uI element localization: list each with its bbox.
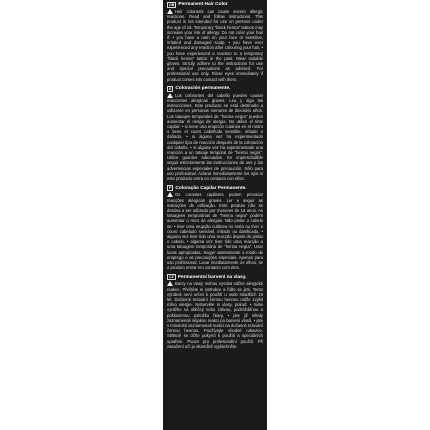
language-code-badge: E [169,86,172,91]
section-body [167,9,263,82]
section-p [167,185,263,270]
section-body [167,93,263,181]
language-code-badge: GB [169,3,175,7]
section-text: Los colorantes del cabello pueden causar reacciones alérgicas graves. Lea y siga las instrucciones. Este producto no está destinado a utilizarse en personas menores de dieciséis años. Los tatuajes temporales de "henna negra" pueden aumentar el riesgo de alergia. No utilice el tinte capilar: • si tiene una erupción cutánea en el rostro o tiene el cuero cabelludo sensible, irritado o dañado, • si alguna vez ha experimentado cualquier tipo de reacción después de la coloración del cabello, • si alguna vez ha experimentado una reacción a un tatuaje temporal de "henna negra". Utilice guantes adecuados. En imprescindible seguir estrictamente las instrucciones de uso y las advertencias especiales de precaución. Sólo para uso profesional. Aclarar inmediatamente los ojos si este producto entra en contacto con ellos. [167,92,263,182]
section-body [167,281,263,349]
language-code-badge: CZ [169,275,174,280]
section-title: Permanentní barvení na vlasy. [177,274,247,280]
section-e [167,86,263,181]
section-body [167,192,263,270]
section-cz [167,274,263,349]
section-title: Coloración permanente. [175,86,231,92]
section-title: Coloração Capilar Permanente. [175,185,247,191]
section-header [167,185,263,191]
section-text: Barvy na vlasy mohou vyvolat vážné alergické reakce. Přečtěte si instrukce a řiďte se jimi. Tento výrobek není určen k použití u osob mladších 16 let. Dočasné tetování černou hennou může zvýšit riziko alergie. Nebarvěte si vlasy, pokud: • máte vyrážku na obličeji nebo citlivou, podrážděnou a poškozenou pokožku hlavy, • jste již někdy zaznamenali nějakou reakci po barvení vlasů, • jste v minulosti zaznamenali reakci na dočasné tetování černou hennou. Používejte vhodné rukavice. Striktně se držte pokynů k použití a speciálních opatření. Pouze pro profesionální použití. Při zasažení očí je okamžitě vypláchněte. [167,281,263,349]
section-text: Os corantes capilares podem provocar reacções alérgicas graves. Ler e seguir as instruções de utilização. Este produto não se destina a ser utilizado por menores de 16 anos. As tatuagens temporárias de "henna negra" podem aumentar o risco de alergias. Não pintar o cabelo se: • tiver uma erupção cutânea no rosto ou tiver o couro cabeludo sensível, irritado ou danificado, • alguma vez tiver tido uma reacção depois de pintar o cabelo, • alguma vez tiver tido uma reacção a uma tatuagem temporária de "henna negra". Usar luvas apropriadas. Seguir atentamente o modo de emprego e as precauções especiais. Apenas para uso profissional. Lavar imediatamente os olhos, se o produto entrar em contacto com eles. [167,192,263,271]
section-header [167,274,263,280]
section-title: Permanent Hair Color [178,2,228,8]
warning-label-strip [163,0,267,430]
section-header [167,86,263,92]
language-code-badge: P [169,186,172,191]
section-text: Hair colorants can cause severe allergic reactions. Read and follow instructions. This product is not intended for use on persons under the age of 16. Temporary "black henna" tattoos may increase your risk of allergy. Do not color your hair if: • you have a rash on your face or sensitive, irritated and damaged scalp, • you have ever experienced any reaction after colouring your hair, • you have experienced a reaction to a temporary "black henna" tattoo in the past. Wear suitable gloves. Strictly adhere to the instructions for use and special precautions as advised. For professional use only. Rinse eyes immediately if product comes into contact with them. [167,9,264,82]
section-gb [167,2,263,82]
section-header [167,2,263,8]
